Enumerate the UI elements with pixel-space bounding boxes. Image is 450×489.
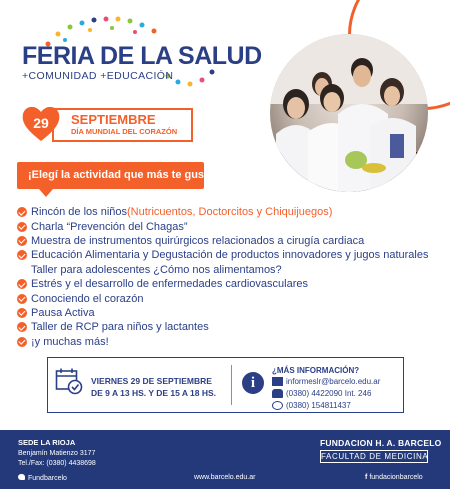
check-icon [17,222,27,232]
phone-icon [272,389,283,398]
footer-phone: Tel./Fax: (0380) 4438698 [18,460,96,467]
footer-website[interactable]: www.barcelo.edu.ar [194,474,256,481]
team-photo [270,34,428,192]
twitter-icon [18,474,25,480]
check-icon [17,322,27,332]
contact-title: ¿MÁS INFORMACIÓN? [272,366,360,375]
date-month: SEPTIEMBRE [71,112,156,127]
list-item: Rincón de los niños (Nutricuentos, Doctorcitos y Chiquijuegos) [17,205,428,219]
footer-site-title: SEDE LA RIOJA [18,438,76,447]
list-item: Muestra de instrumentos quirúrgicos relacionados a cirugía cardiaca [17,234,428,248]
list-item: Taller de RCP para niños y lactantes [17,320,428,334]
list-item: Charla “Prevención del Chagas” [17,219,428,233]
check-icon [17,337,27,347]
check-icon [17,250,27,260]
date-occasion: DÍA MUNDIAL DEL CORAZÓN [71,127,178,136]
activity-callout: ¡Elegí la actividad que más te guste! [17,162,204,189]
check-icon [17,279,27,289]
logo-title: FERIA DE LA SALUD [22,42,262,70]
calendar-icon [55,367,83,395]
contact-phone-row[interactable] [272,389,371,398]
activity-list [17,205,428,349]
footer-org-name: FUNDACION H. A. BARCELO [320,438,442,448]
whatsapp-icon [272,401,283,410]
logo-subtitle: +COMUNIDAD +EDUCACIÓN [22,70,174,82]
schedule-hours: DE 9 A 13 HS. Y DE 15 A 18 HS. [91,388,217,398]
footer-facebook[interactable]: f fundacionbarcelo [365,474,423,481]
list-item: Estrés y el desarrollo de enfermedades cardiovasculares [17,277,428,291]
contact-whatsapp[interactable]: (0380) 154811437 [286,401,351,410]
contact-phone[interactable]: (0380) 4422090 Int. 246 [286,389,372,398]
schedule-date: VIERNES 29 DE SEPTIEMBRE [91,376,212,386]
contact-email-row[interactable] [272,377,380,386]
check-icon [17,308,27,318]
list-item: Educación Alimentaria y Degustación de productos innovadores y jugos naturales [17,248,428,262]
info-icon: i [242,372,264,394]
footer-faculty: FACULTAD DE MEDICINA [321,452,429,461]
callout-tail [39,189,53,197]
list-item: Taller para adolescentes ¿Cómo nos alimentamos? [31,263,282,276]
check-icon [17,207,27,217]
facebook-icon: f [365,474,368,481]
date-day: 29 [33,115,49,131]
footer-address: Benjamín Matienzo 3177 [18,450,96,457]
mail-icon [272,377,283,386]
info-divider [231,365,232,405]
list-item: Conociendo el corazón [17,291,428,305]
footer-twitter[interactable]: Fundbarcelo [18,474,67,482]
list-item: ¡y muchas más! [17,335,428,349]
list-item: Pausa Activa [17,306,428,320]
contact-whatsapp-row[interactable] [272,401,351,410]
check-icon [17,236,27,246]
check-icon [17,294,27,304]
contact-email[interactable]: informeslr@barcelo.edu.ar [286,377,381,386]
